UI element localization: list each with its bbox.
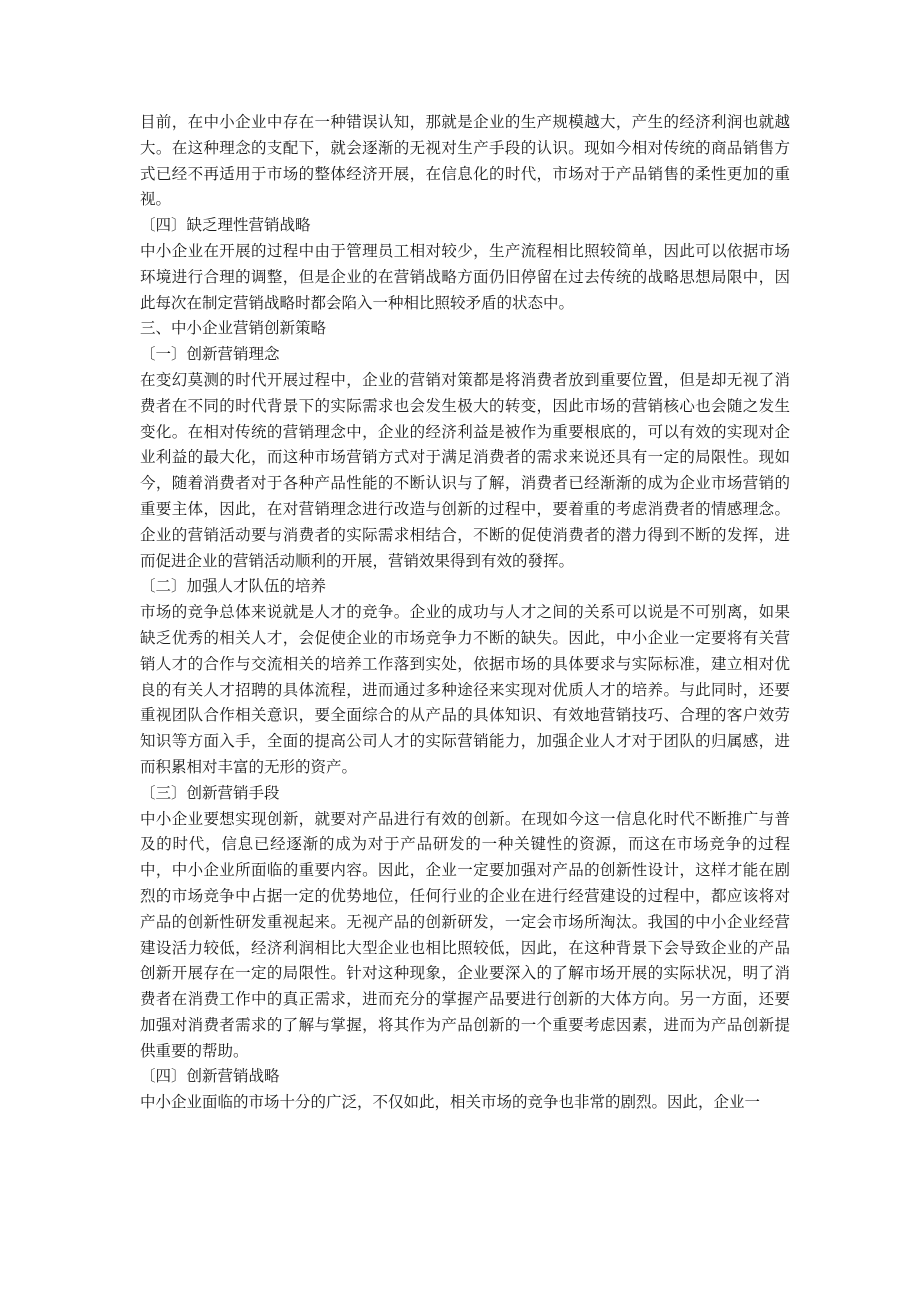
section-heading-4-lack-strategy: 〔四〕缺乏理性营销战略 — [140, 216, 311, 235]
paragraph-6: 中小企业面临的市场十分的广泛，不仅如此，相关市场的竞争也非常的剧烈。因此，企业一 — [140, 1093, 761, 1112]
paragraph-2: 中小企业在开展的过程中由于管理员工相对较少，生产流程相比照较简单，因此可以依据市场环境进行合理的调整，但是企业的在营销战略方面仍旧停留在过去传统的战略思想局限中，因此每次在制定营销战略时都会陷入一种相比照较矛盾的状态中。 — [140, 241, 790, 312]
chapter-heading-3: 三、中小企业营销创新策略 — [140, 319, 327, 338]
section-heading-1-innovate-concept: 〔一〕创新营销理念 — [140, 345, 280, 364]
section-heading-2-talent: 〔二〕加强人才队伍的培养 — [140, 577, 327, 596]
section-heading-3-innovate-means: 〔三〕创新营销手段 — [140, 783, 280, 802]
paragraph-4: 市场的竞争总体来说就是人才的竞争。企业的成功与人才之间的关系可以说是不可别离，如果缺乏优秀的相关人才，会促使企业的市场竞争力不断的缺失。因此，中小企业一定要将有关营销人才的合作与交流相关的培养工作落到实处，依据市场的具体要求与实际标准，建立相对优良的有关人才招聘的具体流程，进而通过多种途径来实现对优质人才的培养。与此同时，还要重视团队合作相关意识，要全面综合的从产品的具体知识、有效地营销技巧、合理的客户效劳知识等方面入手，全面的提高公司人才的实际营销能力，加强企业人才对于团队的归属感，进而积累相对丰富的无形的资产。 — [140, 603, 790, 776]
paragraph-3: 在变幻莫测的时代开展过程中，企业的营销对策都是将消费者放到重要位置，但是却无视了消费者在不同的时代背景下的实际需求也会发生极大的转变，因此市场的营销核心也会随之发生变化。在相对传统的营销理念中，企业的经济利益是被作为重要根底的，可以有效的实现对企业利益的最大化，而这种市场营销方式对于满足消费者的需求来说还具有一定的局限性。现如今，随着消费者对于各种产品性能的不断认识与了解，消费者已经渐渐的成为企业市场营销的重要主体，因此，在对营销理念进行改造与创新的过程中，要着重的考虑消费者的情感理念。企业的营销活动要与消费者的实际需求相结合，不断的促使消费者的潜力得到不断的发挥，进而促进企业的营销活动顺利的开展，营销效果得到有效的發挥。 — [140, 370, 790, 570]
paragraph-1: 目前，在中小企业中存在一种错误认知，那就是企业的生产规模越大，产生的经济利润也就越大。在这种理念的支配下，就会逐渐的无视对生产手段的认识。现如今相对传统的商品销售方式已经不再适用于市场的整体经济开展，在信息化的时代，市场对于产品销售的柔性更加的重视。 — [140, 113, 790, 209]
paragraph-5: 中小企业要想实现创新，就要对产品进行有效的创新。在现如今这一信息化时代不断推广与普及的时代，信息已经逐渐的成为对于产品研发的一种关键性的资源，而这在市场竞争的过程中，中小企业所面临的重要内容。因此，企业一定要加强对产品的创新性设计，这样才能在剧烈的市场竞争中占据一定的优势地位，任何行业的企业在进行经营建设的过程中，都应该将对产品的创新性研发重视起来。无视产品的创新研发，一定会市场所淘汰。我国的中小企业经营建设活力较低，经济利润相比大型企业也相比照较低，因此，在这种背景下会导致企业的产品创新开展存在一定的局限性。针对这种现象，企业要深入的了解市场开展的实际状况，明了消费者在消费工作中的真正需求，进而充分的掌握产品要进行创新的大体方向。另一方面，还要加强对消费者需求的了解与掌握，将其作为产品创新的一个重要考虑因素，进而为产品创新提供重要的帮助。 — [140, 809, 790, 1060]
section-heading-4-innovate-strategy: 〔四〕创新营销战略 — [140, 1067, 280, 1086]
document-page — [140, 110, 790, 1116]
